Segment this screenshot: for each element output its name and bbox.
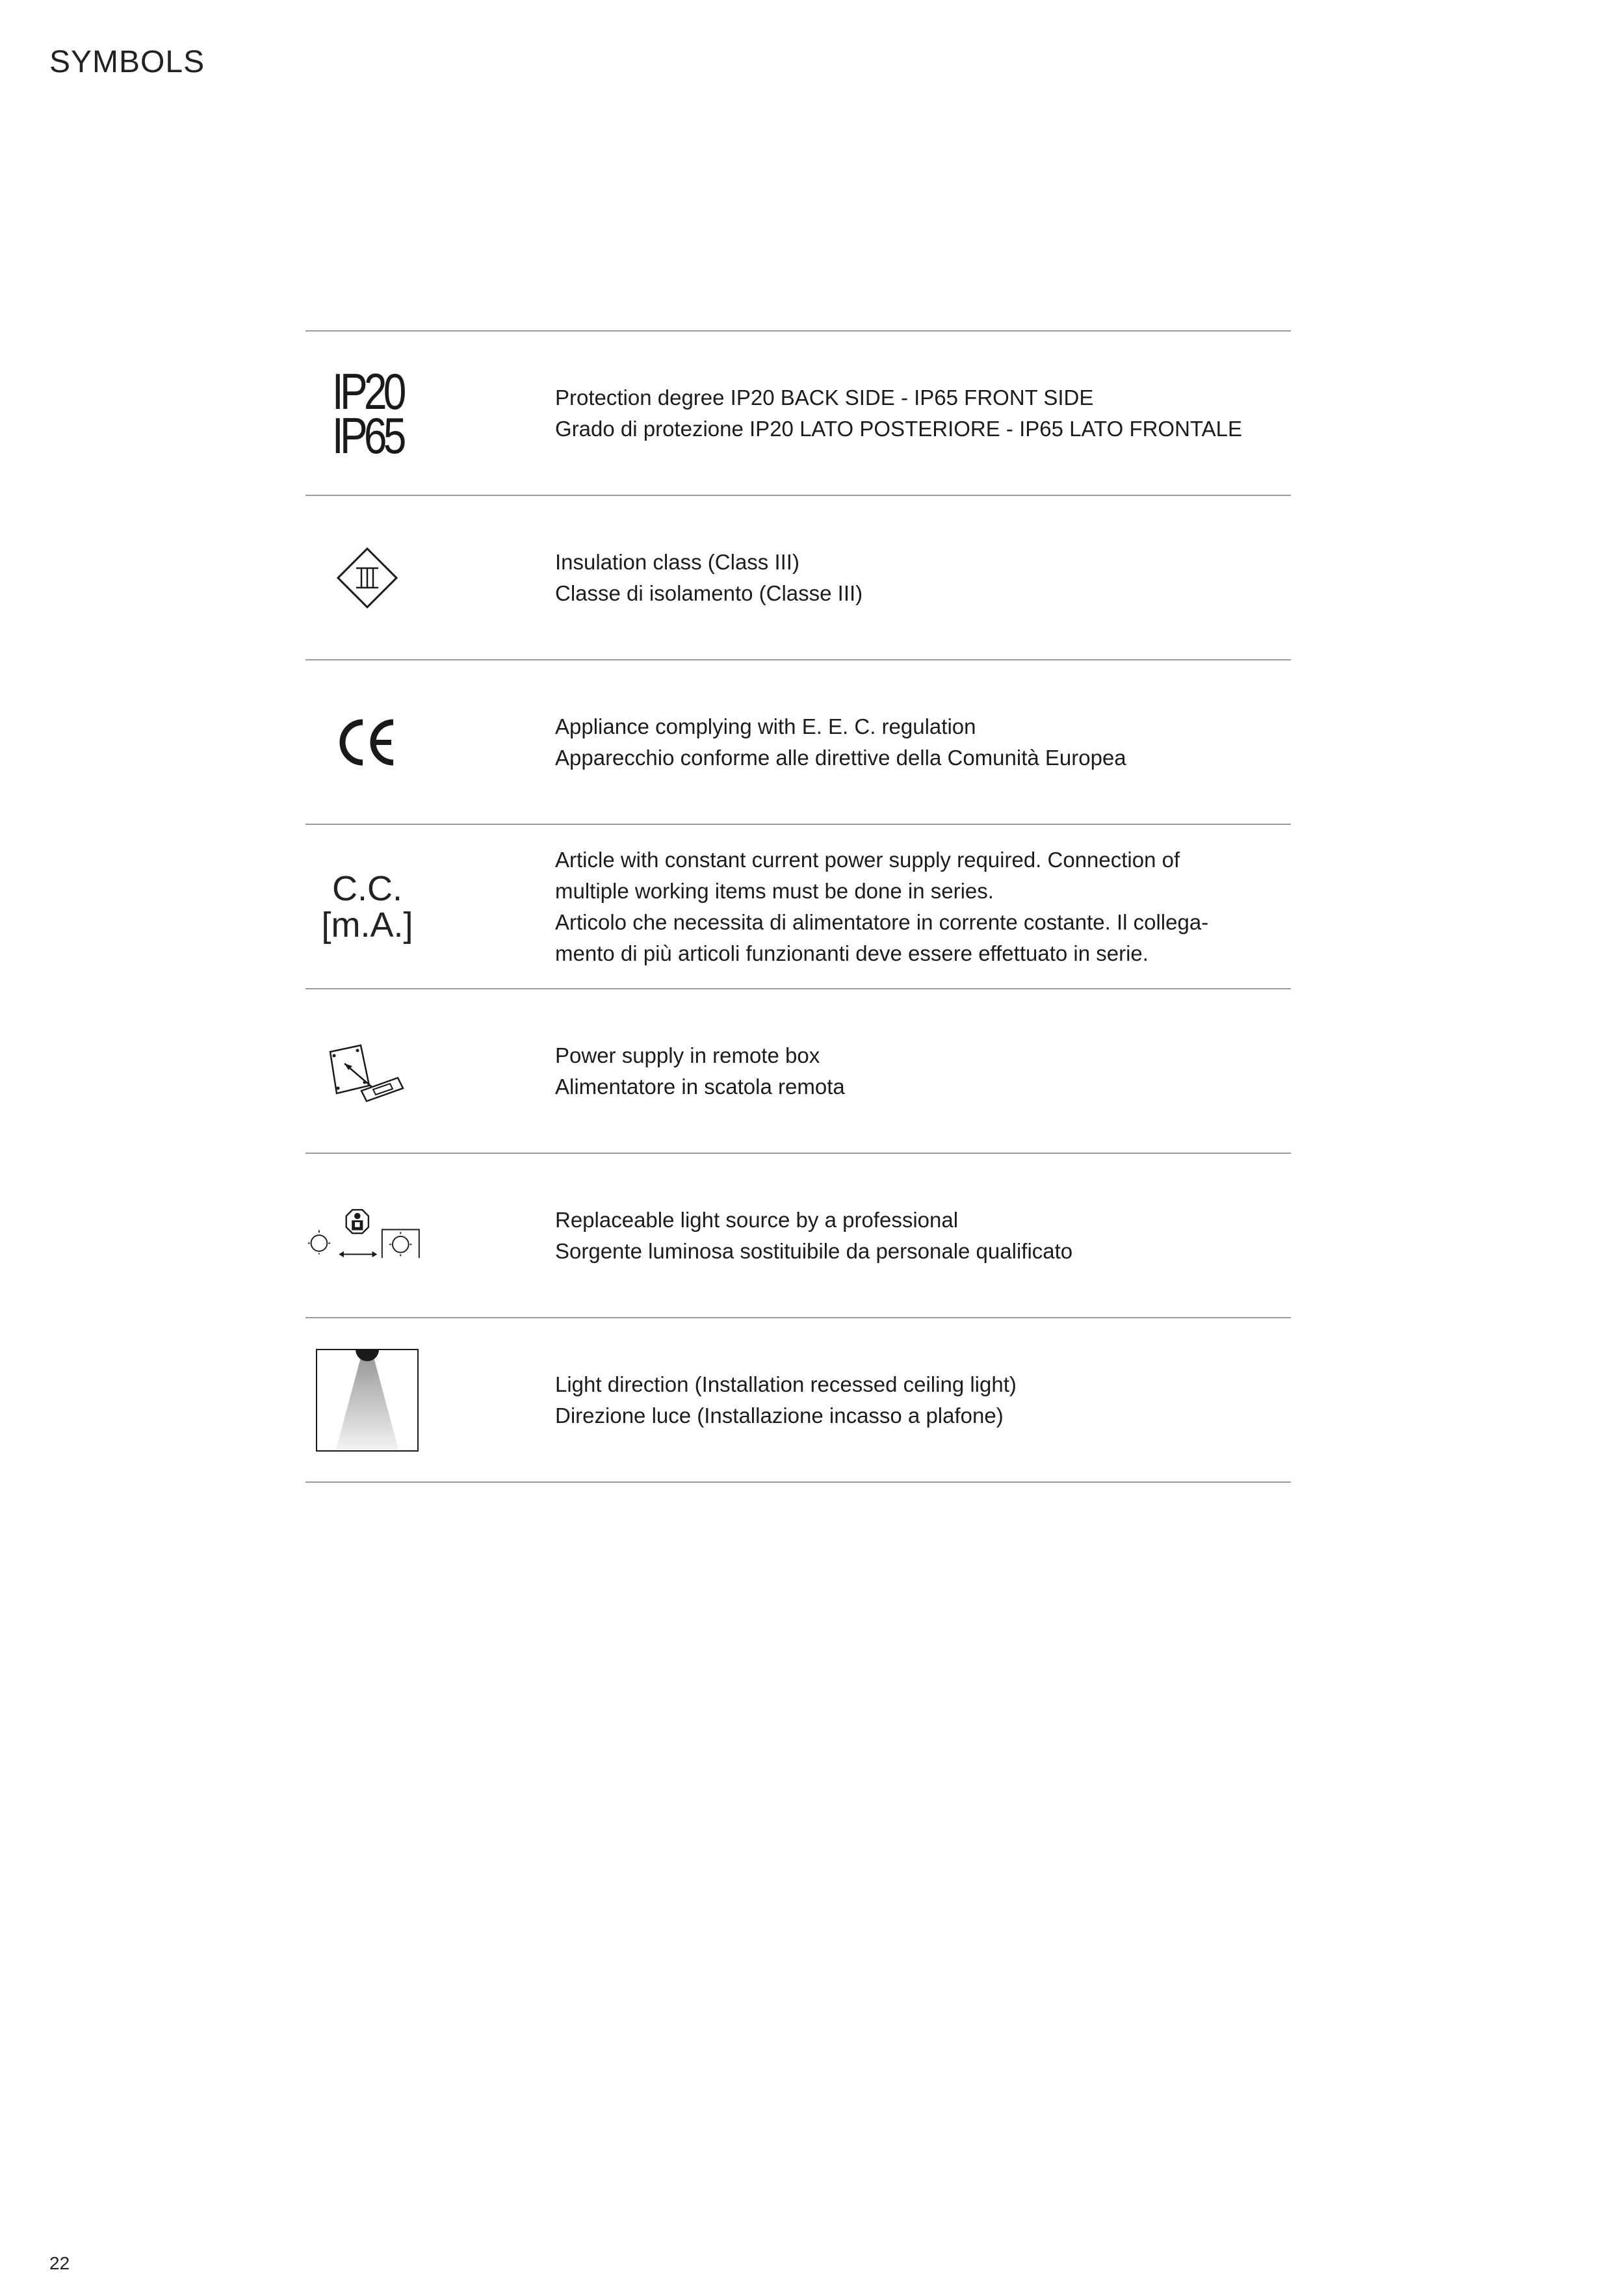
constant-current-line-2: [m.A.] xyxy=(321,905,413,945)
symbol-description xyxy=(555,989,1291,1153)
description-line: Appliance complying with E. E. C. regulation xyxy=(555,714,976,738)
table-row xyxy=(305,496,1291,660)
description-line: Alimentatore in scatola remota xyxy=(555,1074,845,1099)
description-line: multiple working items must be done in series. xyxy=(555,878,994,903)
table-row xyxy=(305,332,1291,496)
description-line: Classe di isolamento (Classe III) xyxy=(555,581,863,605)
description-line: Article with constant current power supply required. Connection of xyxy=(555,847,1180,872)
table-row xyxy=(305,1318,1291,1483)
description-line: Grado di protezione IP20 LATO POSTERIORE - IP65 LATO FRONTALE xyxy=(555,416,1243,441)
page-title: SYMBOLS xyxy=(49,45,205,79)
description-line: Articolo che necessita di alimentatore in corrente costante. Il collega- xyxy=(555,909,1209,934)
constant-current-icon xyxy=(305,825,429,988)
insulation-class-iii-icon xyxy=(331,542,403,614)
constant-current-line-1: C.C. xyxy=(331,868,402,908)
symbol-description xyxy=(555,825,1291,988)
description-line: Direzione luce (Installazione incasso a plafone) xyxy=(555,1403,1004,1428)
light-direction-icon xyxy=(315,1348,419,1452)
description-line: Sorgente luminosa sostituibile da personale qualificato xyxy=(555,1238,1073,1263)
symbol-description xyxy=(555,1318,1291,1481)
description-line: Replaceable light source by a professional xyxy=(555,1207,959,1232)
symbols-table xyxy=(305,330,1291,1483)
table-row xyxy=(305,989,1291,1154)
symbol-description xyxy=(555,660,1291,824)
ip-rating-icon xyxy=(305,332,429,495)
table-row xyxy=(305,660,1291,825)
description-line: Apparecchio conforme alle direttive della Comunità Europea xyxy=(555,745,1126,770)
description-line: mento di più articoli funzionanti deve essere effettuato in serie. xyxy=(555,941,1149,965)
ip-rating-line-2: IP65 xyxy=(331,406,403,464)
description-line: Protection degree IP20 BACK SIDE - IP65 FRONT SIDE xyxy=(555,385,1094,410)
symbol-description xyxy=(555,496,1291,659)
ce-mark-icon xyxy=(331,713,403,772)
table-row xyxy=(305,825,1291,989)
replaceable-light-source-icon xyxy=(305,1203,429,1268)
table-row xyxy=(305,1154,1291,1318)
remote-power-supply-icon xyxy=(325,1032,409,1110)
symbol-description xyxy=(555,332,1291,495)
page-number: 22 xyxy=(49,2253,70,2273)
description-line: Insulation class (Class III) xyxy=(555,549,799,574)
description-line: Power supply in remote box xyxy=(555,1043,820,1067)
symbol-description xyxy=(555,1154,1291,1317)
ip-rating-line-1: IP20 xyxy=(331,362,403,420)
description-line: Light direction (Installation recessed ceiling light) xyxy=(555,1372,1017,1396)
